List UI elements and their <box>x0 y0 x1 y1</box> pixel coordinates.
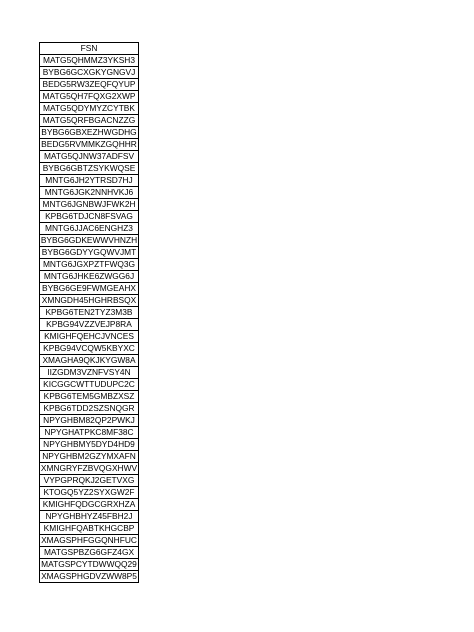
table-row <box>40 79 139 91</box>
fsn-cell[interactable]: KPBG6TEM5GMBZXSZ <box>40 391 139 403</box>
fsn-cell[interactable]: KPBG6TDJCN8FSVAG <box>40 211 139 223</box>
fsn-cell[interactable]: KPBG94VCQW5KBYXC <box>40 343 139 355</box>
fsn-cell[interactable]: VYPGPRQKJ2GETVXG <box>40 475 139 487</box>
fsn-cell[interactable]: BYBG6GCXGKYGNGVJ <box>40 67 139 79</box>
fsn-cell[interactable]: KMIGHFQDGCGRXHZA <box>40 499 139 511</box>
fsn-cell[interactable]: MNTG6JH2YTRSD7HJ <box>40 175 139 187</box>
fsn-cell[interactable]: XMAGSPHGDVZWW8P5 <box>41 571 137 581</box>
fsn-cell[interactable]: MNTG6JHKE6ZWGG6J <box>40 271 139 283</box>
table-row <box>40 355 139 367</box>
fsn-cell[interactable]: MATGSPBZG6GFZ4GX <box>40 547 139 559</box>
fsn-cell[interactable]: KTOGQ5YZ2SYXGW2F <box>40 487 139 499</box>
table-row <box>40 391 139 403</box>
table-row <box>40 547 139 559</box>
fsn-cell[interactable]: BYBG6GE9FWMGEAHX <box>40 283 139 295</box>
fsn-cell[interactable]: NPYGHBMY5DYD4HD9 <box>40 439 139 451</box>
fsn-cell[interactable]: MNTG6JGNBWJFWK2H <box>40 199 139 211</box>
table-row <box>40 451 139 463</box>
fsn-table <box>39 42 139 583</box>
fsn-cell[interactable]: MNTG6JGXPZTFWQ3G <box>40 259 139 271</box>
table-row <box>40 403 139 415</box>
table-row <box>40 439 139 451</box>
fsn-cell[interactable]: XMAGSPHFGGQNHFUC <box>41 535 137 545</box>
table-row <box>40 103 139 115</box>
table-row <box>40 535 139 547</box>
fsn-cell[interactable]: KPBG94VZZVEJP8RA <box>40 319 139 331</box>
fsn-cell[interactable]: XMNGRYFZBVQGXHWV <box>40 463 138 473</box>
fsn-cell[interactable]: BYBG6GDKEWWVHNZH <box>40 235 138 245</box>
table-row <box>40 463 139 475</box>
table-row <box>40 475 139 487</box>
table-row <box>40 343 139 355</box>
table-row <box>40 523 139 535</box>
fsn-cell[interactable]: BEDG5RVMMKZGQHHR <box>41 139 137 149</box>
table-row <box>40 199 139 211</box>
table-row <box>40 187 139 199</box>
table-row <box>40 163 139 175</box>
fsn-cell[interactable]: MATGSPCYTDWWQQ29 <box>41 559 137 569</box>
fsn-cell[interactable]: KPBG6TEN2TYZ3M3B <box>40 307 139 319</box>
header-row <box>40 43 139 55</box>
table-row <box>40 319 139 331</box>
table-row <box>40 223 139 235</box>
fsn-cell[interactable]: KPBG6TDD2SZSNQGR <box>40 403 139 415</box>
table-row <box>40 247 139 259</box>
table-row <box>40 235 139 247</box>
table-row <box>40 487 139 499</box>
fsn-cell[interactable]: MNTG6JJAC6ENGHZ3 <box>40 223 139 235</box>
table-row <box>40 259 139 271</box>
fsn-cell[interactable]: MNTG6JGK2NNHVKJ6 <box>40 187 139 199</box>
fsn-cell[interactable]: BYBG6GBTZSYKWQSE <box>40 163 139 175</box>
fsn-cell[interactable]: NPYGHATPKC8MF38C <box>40 427 139 439</box>
table-row <box>40 331 139 343</box>
table-row <box>40 367 139 379</box>
table-body <box>40 55 139 583</box>
fsn-cell[interactable]: NPYGHBM2GZYMXAFN <box>40 451 139 463</box>
fsn-cell[interactable]: MATG5QDYMYZCYTBK <box>40 103 139 115</box>
table-row <box>40 283 139 295</box>
fsn-cell[interactable]: NPYGHBHYZ45FBH2J <box>40 511 139 523</box>
fsn-cell[interactable]: BYBG6GBXEZHWGDHG <box>41 127 137 137</box>
table-row <box>40 559 139 571</box>
fsn-cell[interactable]: BEDG5RW3ZEQFQYUP <box>40 79 139 91</box>
table-row <box>40 175 139 187</box>
table-row <box>40 379 139 391</box>
table-row <box>40 427 139 439</box>
table-row <box>40 295 139 307</box>
table-row <box>40 415 139 427</box>
fsn-cell[interactable]: KMIGHFQEHCJVNCES <box>40 331 139 343</box>
fsn-cell[interactable]: MATG5QJNW37ADFSV <box>40 151 139 163</box>
table-row <box>40 151 139 163</box>
fsn-cell[interactable]: IIZGDM3VZNFVSY4N <box>40 367 139 379</box>
table-row <box>40 67 139 79</box>
table-row <box>40 91 139 103</box>
table-row <box>40 511 139 523</box>
table-row <box>40 499 139 511</box>
fsn-cell[interactable]: MATG5QRFBGACNZZG <box>40 115 139 127</box>
fsn-cell[interactable]: XMNGDH45HGHRBSQX <box>40 295 139 307</box>
table-row <box>40 115 139 127</box>
fsn-cell[interactable]: KICGGCWTTUDUPC2C <box>40 379 139 391</box>
table-row <box>40 307 139 319</box>
fsn-cell[interactable]: MATG5QH7FQXG2XWP <box>40 91 139 103</box>
table-row <box>40 127 139 139</box>
fsn-cell[interactable]: KMIGHFQABTKHGCBP <box>40 523 139 535</box>
fsn-cell[interactable]: XMAGHA9QKJKYGW8A <box>40 355 139 367</box>
table-row <box>40 55 139 67</box>
fsn-cell[interactable]: MATG5QHMMZ3YKSH3 <box>40 55 139 67</box>
fsn-cell[interactable]: BYBG6GDYYGQWVJMT <box>40 247 139 259</box>
fsn-cell[interactable]: NPYGHBM82QP2PWKJ <box>40 415 139 427</box>
table-row <box>40 139 139 151</box>
table-row <box>40 271 139 283</box>
table-row <box>40 211 139 223</box>
table-row <box>40 571 139 583</box>
column-header-fsn[interactable]: FSN <box>40 43 139 55</box>
